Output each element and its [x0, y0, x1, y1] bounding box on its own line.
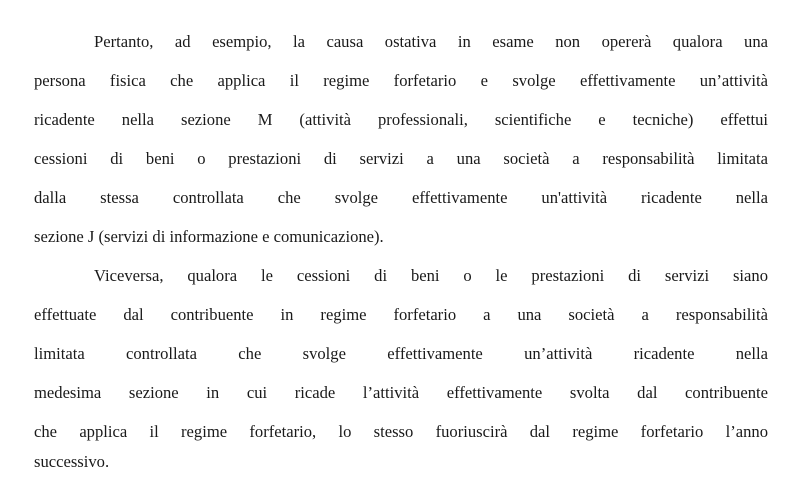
- paragraph-2-line-4: medesima sezione in cui ricade l’attività effettivamente svolta dal contribuente: [34, 383, 768, 402]
- paragraph-1-line-3: ricadente nella sezione M (attività professionali, scientifiche e tecniche) effettui: [34, 110, 768, 129]
- paragraph-1-line-1: Pertanto, ad esempio, la causa ostativa in esame non opererà qualora una: [94, 32, 768, 51]
- paragraph-1-line-4: cessioni di beni o prestazioni di servizi a una società a responsabilità limitata: [34, 149, 768, 168]
- paragraph-1-line-5: dalla stessa controllata che svolge effettivamente un'attività ricadente nella: [34, 188, 768, 207]
- paragraph-2-line-1: Viceversa, qualora le cessioni di beni o le prestazioni di servizi siano: [94, 266, 768, 285]
- paragraph-2-line-3: limitata controllata che svolge effettivamente un’attività ricadente nella: [34, 344, 768, 363]
- paragraph-2-line-2: effettuate dal contribuente in regime forfetario a una società a responsabilità: [34, 305, 768, 324]
- paragraph-1-line-6: sezione J (servizi di informazione e comunicazione).: [34, 227, 384, 246]
- paragraph-1-line-2: persona fisica che applica il regime forfetario e svolge effettivamente un’attività: [34, 71, 768, 90]
- paragraph-2-line-5: che applica il regime forfetario, lo stesso fuoriuscirà dal regime forfetario l’anno: [34, 422, 768, 441]
- paragraph-2-line-6: successivo.: [34, 452, 110, 471]
